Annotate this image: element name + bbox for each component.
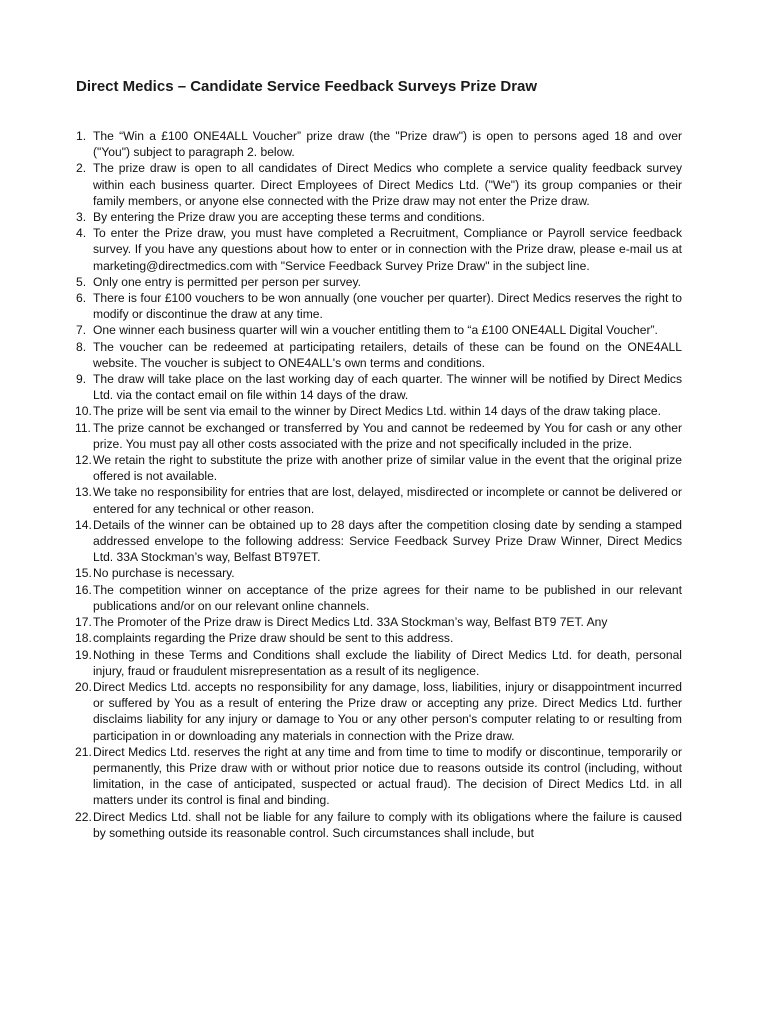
term-text: Nothing in these Terms and Conditions shall exclude the liability of Direct Medics Ltd. for death, personal injury, fraud or fraudulent misrepresentation as a result of its negligence. <box>93 647 682 678</box>
term-item <box>76 128 682 160</box>
term-number: 13. <box>75 485 92 500</box>
term-number: 2. <box>76 161 87 176</box>
term-number: 9. <box>76 372 87 387</box>
term-text: To enter the Prize draw, you must have completed a Recruitment, Compliance or Payroll service feedback survey. If you have any questions about how to enter or in connection with the Prize draw, please e-mail us at marketing@directmedics.com with "Service Feedback Survey Prize Draw" in the subject line. <box>93 226 682 273</box>
term-number: 21. <box>75 744 92 759</box>
term-item <box>76 582 682 614</box>
term-text: Direct Medics Ltd. shall not be liable for any failure to comply with its obligations where the failure is caused by something outside its reasonable control. Such circumstances shall include, but <box>93 809 682 840</box>
term-text: The voucher can be redeemed at participating retailers, details of these can be found on the ONE4ALL website. The voucher is subject to ONE4ALL's own terms and conditions. <box>93 339 682 370</box>
term-item <box>76 290 682 322</box>
term-text: Direct Medics Ltd. accepts no responsibility for any damage, loss, liabilities, injury or disappointment incurred or suffered by You as a result of entering the Prize draw or accepting any prize. Direct Medics Ltd. further disclaims liability for any injury or damage to You or any other person's computer relating to or resulting from participation in or downloading any materials in connection with the Prize draw. <box>93 679 682 743</box>
term-item <box>76 322 682 338</box>
term-item <box>76 339 682 371</box>
term-item <box>76 679 682 744</box>
term-number: 19. <box>75 647 92 662</box>
term-item <box>76 420 682 452</box>
term-number: 8. <box>76 339 87 354</box>
term-number: 11. <box>75 420 91 435</box>
term-number: 14. <box>75 517 92 532</box>
term-text: There is four £100 vouchers to be won annually (one voucher per quarter). Direct Medics reserves the right to modify or discontinue the draw at any time. <box>93 291 682 322</box>
term-number: 17. <box>75 615 92 630</box>
term-item <box>76 452 682 484</box>
term-number: 1. <box>76 129 87 143</box>
term-text: The competition winner on acceptance of the prize agrees for their name to be published in our relevant publications and/or on our relevant online channels. <box>93 582 682 613</box>
term-text: One winner each business quarter will win a voucher entitling them to “a £100 ONE4ALL Digital Voucher”. <box>93 323 658 338</box>
term-number: 18. <box>75 631 92 646</box>
term-text: Only one entry is permitted per person per survey. <box>93 274 361 289</box>
term-item <box>76 630 682 646</box>
term-text: Details of the winner can be obtained up to 28 days after the competition closing date by sending a stamped addressed envelope to the following address: Service Feedback Survey Prize Draw Winner, Direct Medics Ltd. 33A Stockman’s way, Belfast BT97ET. <box>93 517 682 565</box>
term-text: By entering the Prize draw you are accepting these terms and conditions. <box>93 210 485 225</box>
term-number: 10. <box>75 404 92 419</box>
term-text: We retain the right to substitute the prize with another prize of similar value in the event that the original prize offered is not available. <box>93 453 682 484</box>
term-item <box>76 647 682 679</box>
term-text: We take no responsibility for entries that are lost, delayed, misdirected or incomplete or cannot be delivered or entered for any technical or other reason. <box>93 485 682 516</box>
term-text: complaints regarding the Prize draw should be sent to this address. <box>93 631 454 646</box>
term-number: 15. <box>75 566 92 581</box>
term-item <box>76 371 682 403</box>
term-number: 7. <box>76 323 87 338</box>
term-number: 16. <box>75 582 92 597</box>
term-text: No purchase is necessary. <box>93 566 235 581</box>
term-text: The prize will be sent via email to the winner by Direct Medics Ltd. within 14 days of the draw taking place. <box>93 404 662 419</box>
term-text: The prize draw is open to all candidates of Direct Medics who complete a service quality feedback survey within each business quarter. Direct Employees of Direct Medics Ltd. ("We") its group companies or their family members, or anyone else connected with the Prize draw may not enter the Prize draw. <box>93 161 682 208</box>
term-item <box>76 565 682 581</box>
term-text: The “Win a £100 ONE4ALL Voucher” prize draw (the "Prize draw") is open to persons aged 18 and over ("You") subject to paragraph 2. below. <box>93 129 682 160</box>
term-item <box>76 403 682 419</box>
term-number: 3. <box>76 210 87 225</box>
term-item <box>76 614 682 630</box>
term-number: 4. <box>76 226 87 241</box>
term-number: 6. <box>76 291 87 306</box>
term-text: The Promoter of the Prize draw is Direct Medics Ltd. 33A Stockman’s way, Belfast BT9 7ET. Any <box>93 615 608 630</box>
term-item <box>76 809 682 841</box>
term-item <box>76 225 682 274</box>
terms-list <box>76 128 682 841</box>
term-item <box>76 744 682 809</box>
document-title: Direct Medics – Candidate Service Feedback Surveys Prize Draw <box>76 78 538 95</box>
term-text: Direct Medics Ltd. reserves the right at any time and from time to time to modify or discontinue, temporarily or permanently, this Prize draw with or without prior notice due to reasons outside its control (including, without limitation, in the case of anticipated, suspected or actual fraud). The decision of Direct Medics Ltd. in all matters under its control is final and binding. <box>93 744 682 808</box>
term-item <box>76 517 682 566</box>
term-item <box>76 209 682 225</box>
term-item <box>76 160 682 209</box>
term-text: The prize cannot be exchanged or transferred by You and cannot be redeemed by You for cash or any other prize. You must pay all other costs associated with the prize and not specifically included in the prize. <box>93 420 682 451</box>
term-number: 22. <box>75 809 92 824</box>
term-number: 12. <box>75 453 92 468</box>
term-item <box>76 484 682 516</box>
term-number: 5. <box>76 274 87 289</box>
term-number: 20. <box>75 679 92 694</box>
term-item <box>76 274 682 290</box>
term-text: The draw will take place on the last working day of each quarter. The winner will be notified by Direct Medics Ltd. via the contact email on file within 14 days of the draw. <box>93 372 682 403</box>
